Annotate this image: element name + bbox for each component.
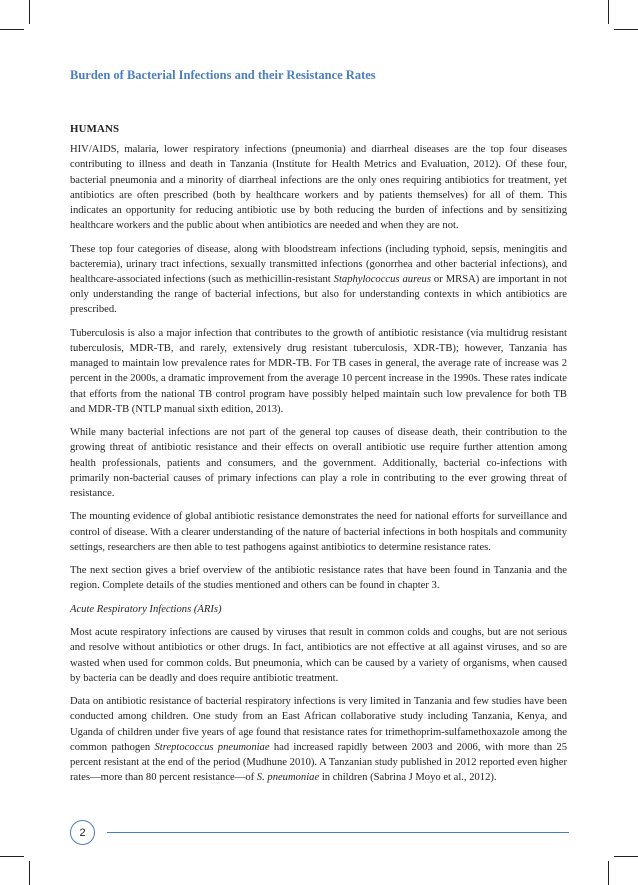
paragraph: Data on antibiotic resistance of bacterial respiratory infections is very limited in Tanzania and few studies have been conducted among children. One study from an East African collaborative study including Tanzania, Kenya, and Uganda of children under five years of age found that resistance rates for trimethoprim-sulfamethoxazole among the common pathogen Streptococcus pneumoniae had increased rapidly between 2003 and 2006, with more than 25 percent resistant at the end of the period (Mudhune 2010). A Tanzanian study published in 2012 reported even higher rates—more than 80 percent resistance—of S. pneumoniae in children (Sabrina J Moyo et al., 2012). (70, 696, 567, 784)
footer-divider (107, 832, 569, 833)
crop-mark (29, 0, 30, 24)
page-number: 2 (70, 820, 95, 845)
crop-mark (608, 0, 609, 24)
section-title: HUMANS (70, 123, 120, 135)
page-heading: Burden of Bacterial Infections and their Resistance Rates (70, 68, 376, 82)
crop-mark (0, 29, 24, 30)
paragraph: The mounting evidence of global antibiotic resistance demonstrates the need for national efforts for surveillance and control of disease. With a clearer understanding of the nature of bacterial infections in both hospitals and community settings, researchers are then able to test pathogens against antibiotics to determine resistance rates. (70, 511, 567, 553)
species-name: S. pneumoniae (256, 772, 320, 784)
species-name: Streptococcus pneumoniae (154, 741, 270, 753)
paragraph: Most acute respiratory infections are caused by viruses that result in common colds and coughs, but are not serious and resolve without antibiotics or other drugs. In fact, antibiotics are not effective at all against viruses, and so are wasted when used for common colds. But pneumonia, which can be caused by a variety of organisms, when caused by bacteria can be deadly and does require antibiotic treatment. (70, 627, 567, 684)
paragraph: Tuberculosis is also a major infection that contributes to the growth of antibiotic resistance (via multidrug resistant tuberculosis, MDR-TB, and rarely, extensively drug resistant tuberculosis, XDR-TB); however, Tanzania has managed to maintain low prevalence rates for MDR-TB. For TB cases in general, the average rate of increase was 2 percent in the 2000s, a dramatic improvement from the average 10 percent increase in the 1990s. These rates indicate that efforts from the national TB control program have possibly helped maintain such low prevalence for both TB and MDR-TB (NTLP manual sixth edition, 2013). (70, 327, 567, 415)
crop-mark (0, 856, 24, 857)
species-name: Staphylococcus aureus (333, 274, 431, 286)
document-body (70, 122, 567, 794)
paragraph: The next section gives a brief overview of the antibiotic resistance rates that have been found in Tanzania and the region. Complete details of the studies mentioned and others can be found in chapter 3. (70, 565, 567, 592)
crop-mark (614, 856, 638, 857)
paragraph: HIV/AIDS, malaria, lower respiratory infections (pneumonia) and diarrheal diseases are the top four diseases contributing to illness and death in Tanzania (Institute for Health Metrics and Evaluation, 2012). Of these four, bacterial pneumonia and a minority of diarrheal infections are the only ones requiring antibiotics for treatment, yet antibiotics are often prescribed (both by healthcare workers and by patients themselves) for all of them. This indicates an opportunity for reducing antibiotic use by both reducing the burden of infections and by sensitizing healthcare workers and the public about when antibiotics are needed and when they are not. (70, 144, 567, 232)
paragraph: These top four categories of disease, along with bloodstream infections (including typhoid, sepsis, meningitis and bacteremia), urinary tract infections, sexually transmitted infections (gonorrhea and other bacterial infections), and healthcare-associated infections (such as methicillin-resistant Staphylococcus aureus or MRSA) are important in not only understanding the range of bacterial infections, but also for understanding contexts in which antibiotics are prescribed. (70, 243, 567, 316)
crop-mark (614, 29, 638, 30)
subheading: Acute Respiratory Infections (ARIs) (70, 603, 222, 615)
paragraph: While many bacterial infections are not part of the general top causes of disease death, their contribution to the growing threat of antibiotic resistance and their effects on overall antibiotic use require further attention among health professionals, patients and consumers, and the government. Additionally, bacterial co-infections with primarily non-bacterial causes of primary infections can play a role in contributing to the ever growing threat of resistance. (70, 427, 567, 500)
crop-mark (608, 861, 609, 885)
crop-mark (29, 861, 30, 885)
